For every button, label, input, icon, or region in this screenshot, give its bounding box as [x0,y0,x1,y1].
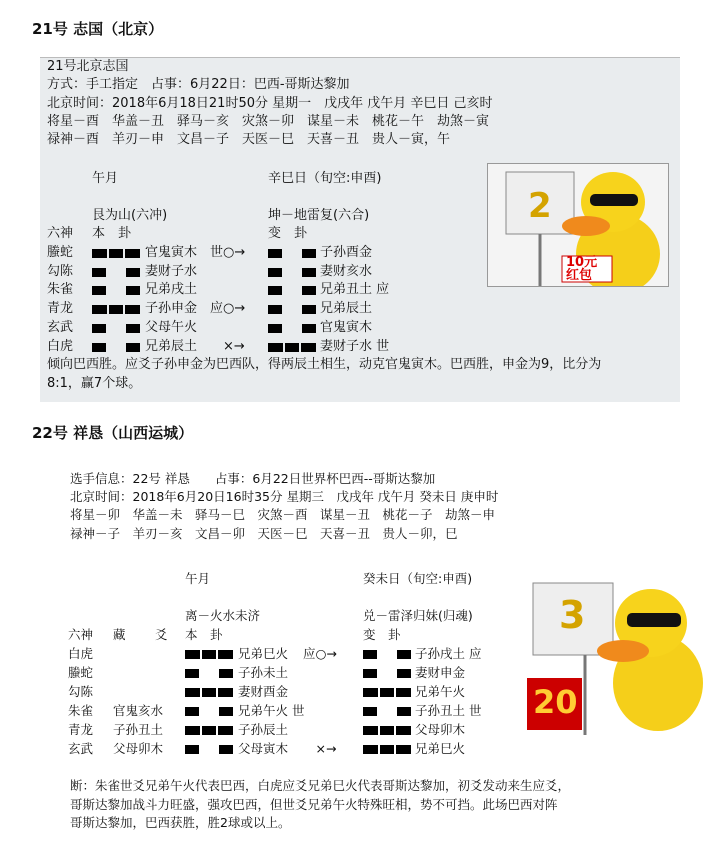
col-changed: 变 卦 [363,627,401,642]
original-line-text: 父母寅木 [238,741,289,756]
header-line: 方式：手工指定 占事：6月22日：巴西-哥斯达黎加 [47,77,350,93]
picture-sign [566,256,597,282]
hidden-line-text: 子孙丑土 [113,722,164,737]
changed-line-text: 父母卯木 [415,722,466,737]
changed-line-text: 兄弟巳火 [415,741,466,756]
moving-mark: 应○→ [210,301,246,317]
conclusion-line: 哥斯达黎加，巴西获胜，胜2球或以上。 [70,815,291,830]
original-line-text: 子孙辰土 [238,722,289,737]
month-label: 午月 [92,171,119,186]
col-six-spirits: 六神 [68,627,94,642]
section-title-22: 22号 祥恳（山西运城） [32,424,194,442]
spirit-label: 螣蛇 [47,245,74,260]
changed-line-text: 妻财申金 [415,665,466,680]
changed-line-text: 子孙丑土 世 [415,703,482,718]
changed-line-text: 妻财亥水 [320,263,373,279]
header-line: 将星－卯 华盖－未 驿马－巳 灾煞－酉 谋星－丑 桃花－子 劫煞－申 [70,507,496,523]
moving-mark: ×→ [303,741,337,756]
spirit-label: 玄武 [47,319,74,335]
original-line-text: 妻财酉金 [238,684,289,699]
original-line-text: 兄弟辰土 [145,338,198,354]
changed-line-text: 兄弟丑土 应 [320,282,390,298]
col-original: 本 卦 [92,226,132,241]
spirit-label: 朱雀 [47,282,74,298]
spirit-label: 白虎 [47,338,74,354]
col-hidden: 藏 [113,627,126,642]
header-line: 选手信息：22号 祥恳 占事：6月22日世界杯巴西--哥斯达黎加 [70,471,436,486]
spirit-label: 青龙 [47,301,74,317]
hidden-line-text: 官鬼亥水 [113,703,164,718]
picture-number: 3 [559,593,586,637]
spirit-label: 青龙 [68,722,94,737]
original-hexagram-name: 离－火水未济 [185,608,261,623]
header-line: 禄神－酉 羊刃－申 文昌－子 天医－巳 天喜－丑 贵人－寅，午 [47,132,451,148]
spirit-label: 朱雀 [68,703,94,718]
col-changed: 变 卦 [268,226,308,241]
hidden-line-text: 父母卯木 [113,741,164,756]
changed-line-text: 子孙戌土 应 [415,646,482,661]
original-line-text: 官鬼寅木 [145,245,198,260]
original-line-text: 子孙申金 [145,301,198,317]
conclusion-line: 哥斯达黎加战斗力旺盛，强攻巴西，但世爻兄弟午火特殊旺相，势不可挡。此场巴西对阵 [70,796,558,812]
conclusion-line: 断：朱雀世爻兄弟午火代表巴西，白虎应爻兄弟巳火代表哥斯达黎加，初爻发动来生应爻， [70,778,571,793]
picture-sign-line1: 10元 [566,255,598,270]
col-original: 本 卦 [185,627,223,642]
changed-line-text: 官鬼寅木 [320,319,373,335]
spirit-label: 螣蛇 [68,665,94,680]
picture-sign: 20 [533,683,578,721]
changed-hexagram-name: 坤－地雷复(六合) [268,208,370,223]
changed-line-text: 兄弟辰土 [320,301,373,317]
duck-picture-3 [523,573,705,735]
header-line: 禄神－子 羊刃－亥 文昌－卯 天医－巳 天喜－丑 贵人－卯，巳 [70,525,458,541]
header-line: 北京时间：2018年6月20日16时35分 星期三 戊戌年 戊午月 癸未日 庚申时 [70,489,499,505]
original-line-text: 父母午火 [145,319,198,335]
picture-number: 2 [528,186,552,226]
col-six-spirits: 六神 [47,226,74,241]
original-line-text: 子孙未土 [238,665,289,680]
duck-picture-2 [487,163,669,287]
header-line: 将星－酉 华盖－丑 驿马－亥 灾煞－卯 谋星－未 桃花－午 劫煞－寅 [47,113,490,129]
conclusion-line: 倾向巴西胜。应爻子孙申金为巴西队，得两辰土相生，动克官鬼寅木。巴西胜，申金为9，比分为 [47,357,602,372]
spirit-label: 白虎 [68,646,94,661]
spirit-label: 玄武 [68,741,94,756]
day-label: 辛巳日（旬空:申酉) [268,171,382,186]
col-yao: 爻 [155,627,168,642]
conclusion-line: 8:1，赢7个球。 [47,375,142,391]
changed-hexagram-name: 兑－雷泽归妹(归魂) [363,608,473,623]
moving-mark: 世○→ [210,245,246,260]
moving-mark: 应○→ [303,646,337,661]
day-label: 癸未日（旬空:申酉) [363,571,473,586]
changed-line-text: 子孙酉金 [320,245,373,260]
header-line: 北京时间：2018年6月18日21时50分 星期一 戊戌年 戊午月 辛巳日 己亥时 [47,95,493,111]
spirit-label: 勾陈 [47,263,74,279]
original-line-text: 妻财子水 [145,263,198,279]
original-line-text: 兄弟午火 世 [238,703,305,718]
original-line-text: 兄弟巳火 [238,646,289,661]
changed-line-text: 妻财子水 世 [320,338,390,354]
moving-mark: ×→ [210,338,245,354]
original-line-text: 兄弟戌土 [145,282,198,298]
changed-line-text: 兄弟午火 [415,684,466,699]
section-title-21: 21号 志国（北京） [32,20,164,38]
spirit-label: 勾陈 [68,684,94,699]
header-line: 21号北京志国 [47,59,129,74]
picture-sign-line2: 红包 [566,268,593,283]
month-label: 午月 [185,571,211,586]
original-hexagram-name: 艮为山(六冲) [92,208,168,223]
